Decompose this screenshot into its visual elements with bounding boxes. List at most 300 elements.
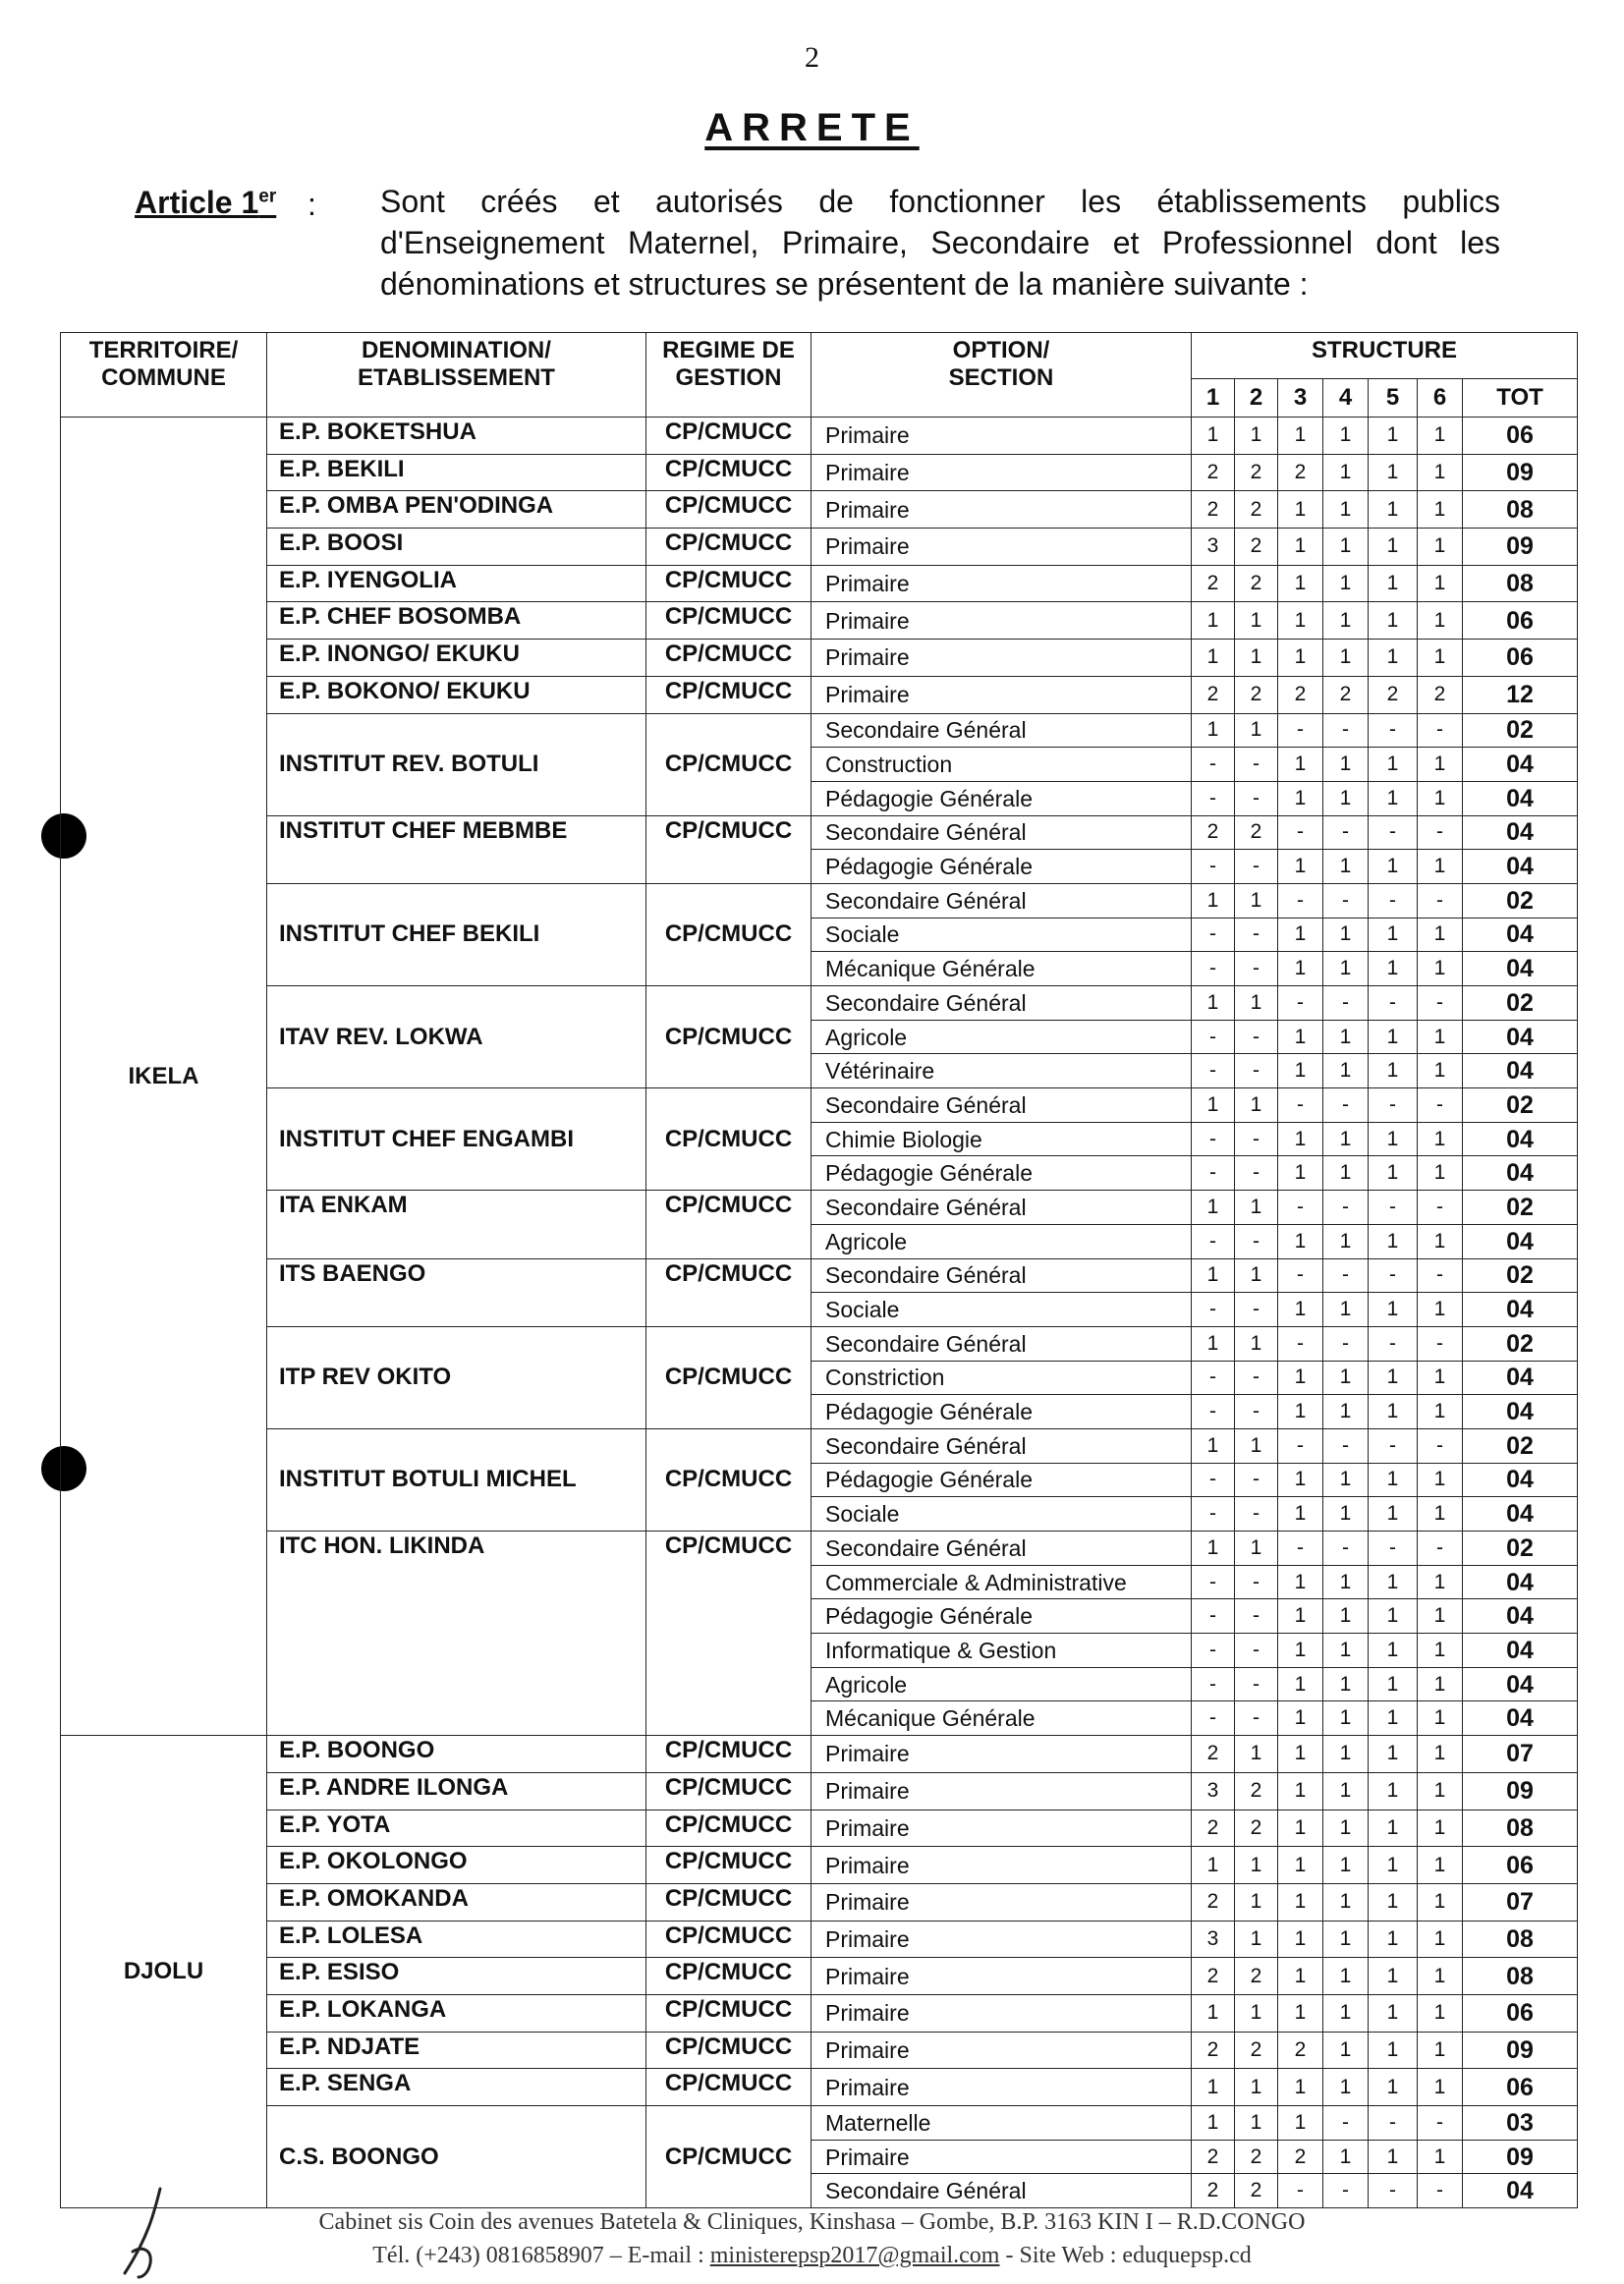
structure-cell: 1 <box>1323 1736 1369 1773</box>
table-row <box>61 640 1578 677</box>
structure-cell: 1 <box>1369 2032 1418 2069</box>
total-cell: 04 <box>1463 1667 1578 1701</box>
school-name-cell: INSTITUT BOTULI MICHEL <box>267 1428 646 1531</box>
structure-cell: 1 <box>1278 1361 1323 1395</box>
option-cell: Primaire <box>812 529 1192 566</box>
total-cell: 07 <box>1463 1883 1578 1921</box>
structure-cell: 1 <box>1323 1667 1369 1701</box>
structure-cell: - <box>1235 1293 1278 1327</box>
structure-cell: - <box>1369 1191 1418 1225</box>
structure-cell: 1 <box>1278 1772 1323 1810</box>
structure-cell: 1 <box>1278 418 1323 455</box>
structure-cell: 1 <box>1192 418 1235 455</box>
structure-cell: 1 <box>1323 1156 1369 1191</box>
structure-cell: 1 <box>1369 1883 1418 1921</box>
total-cell: 04 <box>1463 1463 1578 1497</box>
structure-cell: 1 <box>1418 1293 1463 1327</box>
structure-cell: 1 <box>1369 1463 1418 1497</box>
structure-cell: 1 <box>1192 2069 1235 2106</box>
total-cell: 02 <box>1463 1326 1578 1361</box>
header-denomination: DENOMINATION/ ETABLISSEMENT <box>267 333 646 418</box>
structure-cell: - <box>1235 781 1278 815</box>
total-cell: 04 <box>1463 1599 1578 1634</box>
regime-cell: CP/CMUCC <box>646 2032 812 2069</box>
total-cell: 08 <box>1463 1921 1578 1958</box>
total-cell: 04 <box>1463 1224 1578 1258</box>
structure-cell: 1 <box>1323 1883 1369 1921</box>
structure-cell: 1 <box>1192 1532 1235 1566</box>
school-name-cell: E.P. BEKILI <box>267 454 646 491</box>
structure-cell: 1 <box>1418 1497 1463 1532</box>
structure-cell: 1 <box>1418 1772 1463 1810</box>
option-cell: Secondaire Général <box>812 883 1192 918</box>
heading-text: ARRETE <box>704 106 920 149</box>
total-cell: 04 <box>1463 1054 1578 1088</box>
structure-cell: - <box>1192 1156 1235 1191</box>
school-name-cell: E.P. OMBA PEN'ODINGA <box>267 491 646 529</box>
article-label-text: Article 1 <box>135 185 259 220</box>
structure-cell: 1 <box>1278 1634 1323 1668</box>
structure-cell: 1 <box>1278 1847 1323 1884</box>
structure-cell: - <box>1235 1701 1278 1736</box>
structure-cell: 1 <box>1235 1883 1278 1921</box>
structure-cell: 2 <box>1192 676 1235 713</box>
structure-cell: 1 <box>1192 1326 1235 1361</box>
option-cell: Primaire <box>812 1847 1192 1884</box>
structure-cell: 1 <box>1278 1020 1323 1054</box>
structure-cell: - <box>1418 883 1463 918</box>
structure-cell: 1 <box>1418 454 1463 491</box>
table-row <box>61 602 1578 640</box>
structure-cell: 1 <box>1323 1361 1369 1395</box>
structure-cell: 1 <box>1278 1293 1323 1327</box>
school-name-cell: INSTITUT CHEF MEBMBE <box>267 815 646 883</box>
structure-cell: 1 <box>1369 1667 1418 1701</box>
total-cell: 09 <box>1463 2140 1578 2174</box>
structure-cell: - <box>1323 2106 1369 2141</box>
structure-cell: 1 <box>1192 1088 1235 1123</box>
structure-cell: 1 <box>1369 418 1418 455</box>
structure-cell: 1 <box>1235 1994 1278 2032</box>
structure-cell: 1 <box>1418 918 1463 952</box>
structure-cell: 1 <box>1192 986 1235 1021</box>
structure-cell: 1 <box>1278 1224 1323 1258</box>
option-cell: Secondaire Général <box>812 1326 1192 1361</box>
structure-cell: 2 <box>1235 491 1278 529</box>
structure-cell: 2 <box>1369 676 1418 713</box>
structure-cell: 2 <box>1192 454 1235 491</box>
total-cell: 02 <box>1463 986 1578 1021</box>
structure-cell: 2 <box>1235 454 1278 491</box>
structure-cell: - <box>1323 883 1369 918</box>
structure-cell: - <box>1235 1599 1278 1634</box>
total-cell: 09 <box>1463 454 1578 491</box>
structure-cell: 1 <box>1278 602 1323 640</box>
structure-cell: 1 <box>1235 1847 1278 1884</box>
structure-cell: 2 <box>1278 454 1323 491</box>
structure-cell: 2 <box>1235 2032 1278 2069</box>
school-name-cell: E.P. BOKONO/ EKUKU <box>267 676 646 713</box>
school-name-cell: E.P. IYENGOLIA <box>267 565 646 602</box>
option-cell: Agricole <box>812 1224 1192 1258</box>
header-structure-col: 4 <box>1323 379 1369 418</box>
structure-cell: 1 <box>1418 2140 1463 2174</box>
structure-cell: 1 <box>1418 418 1463 455</box>
regime-cell: CP/CMUCC <box>646 1994 812 2032</box>
article-label-sup: er <box>258 186 277 207</box>
total-cell: 04 <box>1463 1395 1578 1429</box>
structure-cell: 2 <box>1192 1810 1235 1847</box>
structure-cell: 2 <box>1192 1883 1235 1921</box>
total-cell: 08 <box>1463 1958 1578 1995</box>
structure-cell: 1 <box>1369 1156 1418 1191</box>
structure-cell: 1 <box>1278 1921 1323 1958</box>
total-cell: 04 <box>1463 1497 1578 1532</box>
header-structure-col: 1 <box>1192 379 1235 418</box>
regime-cell: CP/CMUCC <box>646 1847 812 1884</box>
structure-cell: - <box>1235 1122 1278 1156</box>
structure-cell: 1 <box>1418 1847 1463 1884</box>
table-row <box>61 883 1578 918</box>
territory-cell: IKELA <box>61 418 267 1736</box>
structure-cell: - <box>1235 1224 1278 1258</box>
structure-cell: - <box>1235 1667 1278 1701</box>
structure-cell: - <box>1192 1667 1235 1701</box>
structure-cell: - <box>1192 850 1235 884</box>
option-cell: Primaire <box>812 491 1192 529</box>
structure-cell: 1 <box>1369 640 1418 677</box>
header-regime: REGIME DE GESTION <box>646 333 812 418</box>
structure-cell: - <box>1278 1258 1323 1293</box>
total-cell: 04 <box>1463 918 1578 952</box>
structure-cell: - <box>1369 2106 1418 2141</box>
option-cell: Primaire <box>812 602 1192 640</box>
structure-cell: 1 <box>1323 2032 1369 2069</box>
school-name-cell: E.P. ANDRE ILONGA <box>267 1772 646 1810</box>
option-cell: Vétérinaire <box>812 1054 1192 1088</box>
structure-cell: 1 <box>1418 565 1463 602</box>
structure-cell: - <box>1192 918 1235 952</box>
total-cell: 06 <box>1463 418 1578 455</box>
structure-cell: - <box>1192 1634 1235 1668</box>
regime-cell: CP/CMUCC <box>646 1958 812 1995</box>
option-cell: Secondaire Général <box>812 986 1192 1021</box>
structure-cell: 2 <box>1235 815 1278 850</box>
structure-cell: 1 <box>1278 491 1323 529</box>
school-name-cell: E.P. INONGO/ EKUKU <box>267 640 646 677</box>
structure-cell: 1 <box>1418 1599 1463 1634</box>
regime-cell: CP/CMUCC <box>646 1736 812 1773</box>
school-name-cell: E.P. NDJATE <box>267 2032 646 2069</box>
structure-cell: - <box>1192 1565 1235 1599</box>
structure-cell: - <box>1369 815 1418 850</box>
structure-cell: 1 <box>1369 952 1418 986</box>
structure-cell: 1 <box>1278 565 1323 602</box>
structure-cell: 1 <box>1369 454 1418 491</box>
structure-cell: 1 <box>1369 1395 1418 1429</box>
regime-cell: CP/CMUCC <box>646 1532 812 1736</box>
option-cell: Primaire <box>812 676 1192 713</box>
total-cell: 04 <box>1463 748 1578 782</box>
structure-cell: - <box>1192 1054 1235 1088</box>
structure-cell: 1 <box>1418 1361 1463 1395</box>
structure-cell: 2 <box>1192 1736 1235 1773</box>
structure-cell: 1 <box>1192 2106 1235 2141</box>
structure-cell: - <box>1278 883 1323 918</box>
structure-cell: - <box>1369 1428 1418 1463</box>
header-structure-col: 6 <box>1418 379 1463 418</box>
option-cell: Maternelle <box>812 2106 1192 2141</box>
total-cell: 02 <box>1463 1088 1578 1123</box>
structure-cell: 2 <box>1235 1958 1278 1995</box>
regime-cell: CP/CMUCC <box>646 815 812 883</box>
structure-cell: 1 <box>1323 1463 1369 1497</box>
article-colon: : <box>308 187 316 222</box>
schools-table <box>60 332 1578 2208</box>
structure-cell: - <box>1278 815 1323 850</box>
option-cell: Secondaire Général <box>812 2174 1192 2208</box>
structure-cell: - <box>1323 1088 1369 1123</box>
option-cell: Informatique & Gestion <box>812 1634 1192 1668</box>
option-cell: Secondaire Général <box>812 1088 1192 1123</box>
structure-cell: - <box>1323 713 1369 748</box>
total-cell: 04 <box>1463 1634 1578 1668</box>
structure-cell: 1 <box>1323 850 1369 884</box>
structure-cell: 1 <box>1323 454 1369 491</box>
option-cell: Primaire <box>812 2032 1192 2069</box>
table-row <box>61 1326 1578 1361</box>
regime-cell: CP/CMUCC <box>646 529 812 566</box>
table-row <box>61 1847 1578 1884</box>
structure-cell: - <box>1369 883 1418 918</box>
structure-cell: 1 <box>1323 1701 1369 1736</box>
total-cell: 02 <box>1463 883 1578 918</box>
structure-cell: 1 <box>1278 1156 1323 1191</box>
school-name-cell: E.P. SENGA <box>267 2069 646 2106</box>
structure-cell: 1 <box>1369 1054 1418 1088</box>
structure-cell: 1 <box>1323 918 1369 952</box>
table-row <box>61 1088 1578 1123</box>
structure-cell: 1 <box>1369 1736 1418 1773</box>
structure-cell: 1 <box>1369 1599 1418 1634</box>
option-cell: Primaire <box>812 640 1192 677</box>
table-row <box>61 1532 1578 1566</box>
structure-cell: - <box>1278 713 1323 748</box>
table-row <box>61 1921 1578 1958</box>
header-structure-col: 5 <box>1369 379 1418 418</box>
option-cell: Primaire <box>812 1883 1192 1921</box>
structure-cell: - <box>1192 748 1235 782</box>
structure-cell: 1 <box>1418 2032 1463 2069</box>
structure-cell: 1 <box>1418 1634 1463 1668</box>
total-cell: 04 <box>1463 1293 1578 1327</box>
school-name-cell: E.P. OMOKANDA <box>267 1883 646 1921</box>
regime-cell: CP/CMUCC <box>646 2106 812 2208</box>
structure-cell: 1 <box>1323 2069 1369 2106</box>
structure-cell: 1 <box>1369 1565 1418 1599</box>
total-cell: 06 <box>1463 1994 1578 2032</box>
total-cell: 06 <box>1463 1847 1578 1884</box>
structure-cell: - <box>1192 781 1235 815</box>
structure-cell: - <box>1235 1361 1278 1395</box>
structure-cell: 1 <box>1369 1122 1418 1156</box>
structure-cell: - <box>1323 986 1369 1021</box>
option-cell: Secondaire Général <box>812 815 1192 850</box>
school-name-cell: E.P. ESISO <box>267 1958 646 1995</box>
structure-cell: 1 <box>1418 491 1463 529</box>
structure-cell: 1 <box>1323 952 1369 986</box>
structure-cell: - <box>1235 850 1278 884</box>
total-cell: 04 <box>1463 1361 1578 1395</box>
school-name-cell: E.P. BOONGO <box>267 1736 646 1773</box>
structure-cell: 1 <box>1369 1361 1418 1395</box>
structure-cell: - <box>1278 1428 1323 1463</box>
structure-cell: 1 <box>1369 918 1418 952</box>
regime-cell: CP/CMUCC <box>646 986 812 1088</box>
structure-cell: 1 <box>1323 1395 1369 1429</box>
structure-cell: 1 <box>1278 918 1323 952</box>
regime-cell: CP/CMUCC <box>646 676 812 713</box>
header-structure: STRUCTURE <box>1192 333 1578 379</box>
table-row <box>61 2069 1578 2106</box>
total-cell: 02 <box>1463 1532 1578 1566</box>
structure-cell: - <box>1192 1122 1235 1156</box>
total-cell: 06 <box>1463 2069 1578 2106</box>
structure-cell: 1 <box>1278 850 1323 884</box>
structure-cell: 1 <box>1323 748 1369 782</box>
option-cell: Pédagogie Générale <box>812 781 1192 815</box>
article-label <box>135 185 276 221</box>
option-cell: Primaire <box>812 418 1192 455</box>
structure-cell: 1 <box>1235 418 1278 455</box>
total-cell: 04 <box>1463 781 1578 815</box>
table-row <box>61 1191 1578 1225</box>
footer-website: - Site Web : eduquepsp.cd <box>999 2243 1252 2268</box>
school-name-cell: ITAV REV. LOKWA <box>267 986 646 1088</box>
structure-cell: 1 <box>1323 418 1369 455</box>
structure-cell: 2 <box>1418 676 1463 713</box>
total-cell: 04 <box>1463 1565 1578 1599</box>
structure-cell: 1 <box>1278 1497 1323 1532</box>
structure-cell: 1 <box>1418 640 1463 677</box>
school-name-cell: E.P. LOLESA <box>267 1921 646 1958</box>
structure-cell: 1 <box>1418 1565 1463 1599</box>
structure-cell: - <box>1278 1532 1323 1566</box>
table-row <box>61 1883 1578 1921</box>
structure-cell: 1 <box>1278 1122 1323 1156</box>
regime-cell: CP/CMUCC <box>646 565 812 602</box>
total-cell: 04 <box>1463 850 1578 884</box>
total-cell: 04 <box>1463 952 1578 986</box>
regime-cell: CP/CMUCC <box>646 1772 812 1810</box>
structure-cell: 1 <box>1278 1883 1323 1921</box>
structure-cell: - <box>1278 1088 1323 1123</box>
option-cell: Primaire <box>812 2140 1192 2174</box>
option-cell: Chimie Biologie <box>812 1122 1192 1156</box>
total-cell: 02 <box>1463 1428 1578 1463</box>
structure-cell: - <box>1235 748 1278 782</box>
total-cell: 09 <box>1463 529 1578 566</box>
structure-cell: - <box>1418 815 1463 850</box>
structure-cell: 1 <box>1278 1599 1323 1634</box>
regime-cell: CP/CMUCC <box>646 640 812 677</box>
structure-cell: 1 <box>1235 1258 1278 1293</box>
structure-cell: 1 <box>1235 2106 1278 2141</box>
total-cell: 09 <box>1463 1772 1578 1810</box>
structure-cell: 1 <box>1369 565 1418 602</box>
structure-cell: 1 <box>1235 1088 1278 1123</box>
total-cell: 04 <box>1463 1156 1578 1191</box>
structure-cell: 1 <box>1192 640 1235 677</box>
structure-cell: 1 <box>1235 640 1278 677</box>
total-cell: 12 <box>1463 676 1578 713</box>
structure-cell: 1 <box>1192 1191 1235 1225</box>
total-cell: 09 <box>1463 2032 1578 2069</box>
regime-cell: CP/CMUCC <box>646 1921 812 1958</box>
structure-cell: 1 <box>1323 1772 1369 1810</box>
option-cell: Primaire <box>812 1921 1192 1958</box>
structure-cell: 1 <box>1323 1599 1369 1634</box>
table-row <box>61 1428 1578 1463</box>
structure-cell: 1 <box>1323 1634 1369 1668</box>
structure-cell: 1 <box>1369 1994 1418 2032</box>
structure-cell: 1 <box>1369 2140 1418 2174</box>
school-name-cell: INSTITUT REV. BOTULI <box>267 713 646 815</box>
structure-cell: 1 <box>1418 1156 1463 1191</box>
regime-cell: CP/CMUCC <box>646 602 812 640</box>
regime-cell: CP/CMUCC <box>646 1810 812 1847</box>
structure-cell: 1 <box>1418 1883 1463 1921</box>
structure-cell: 1 <box>1323 2140 1369 2174</box>
structure-cell: - <box>1369 1088 1418 1123</box>
total-cell: 02 <box>1463 1258 1578 1293</box>
structure-cell: 1 <box>1192 1428 1235 1463</box>
structure-cell: - <box>1323 1326 1369 1361</box>
structure-cell: 1 <box>1323 529 1369 566</box>
structure-cell: 1 <box>1278 529 1323 566</box>
structure-cell: - <box>1369 713 1418 748</box>
table-row <box>61 565 1578 602</box>
option-cell: Secondaire Général <box>812 1258 1192 1293</box>
footer <box>0 2205 1624 2272</box>
option-cell: Primaire <box>812 454 1192 491</box>
structure-cell: 1 <box>1369 1224 1418 1258</box>
structure-cell: 1 <box>1418 1701 1463 1736</box>
structure-cell: - <box>1418 1326 1463 1361</box>
table-row <box>61 1772 1578 1810</box>
structure-cell: 1 <box>1369 491 1418 529</box>
structure-cell: - <box>1235 918 1278 952</box>
structure-cell: 1 <box>1192 1994 1235 2032</box>
table-row <box>61 713 1578 748</box>
option-cell: Secondaire Général <box>812 1532 1192 1566</box>
table-row <box>61 815 1578 850</box>
header-structure-col: TOT <box>1463 379 1578 418</box>
structure-cell: 1 <box>1418 781 1463 815</box>
total-cell: 06 <box>1463 602 1578 640</box>
structure-cell: 2 <box>1192 1958 1235 1995</box>
structure-cell: 1 <box>1235 1921 1278 1958</box>
structure-cell: 1 <box>1369 748 1418 782</box>
structure-cell: 2 <box>1278 676 1323 713</box>
school-name-cell: E.P. OKOLONGO <box>267 1847 646 1884</box>
structure-cell: - <box>1192 1293 1235 1327</box>
option-cell: Pédagogie Générale <box>812 1156 1192 1191</box>
structure-cell: 1 <box>1418 1958 1463 1995</box>
structure-cell: 2 <box>1235 529 1278 566</box>
structure-cell: 1 <box>1278 1054 1323 1088</box>
structure-cell: - <box>1369 1532 1418 1566</box>
